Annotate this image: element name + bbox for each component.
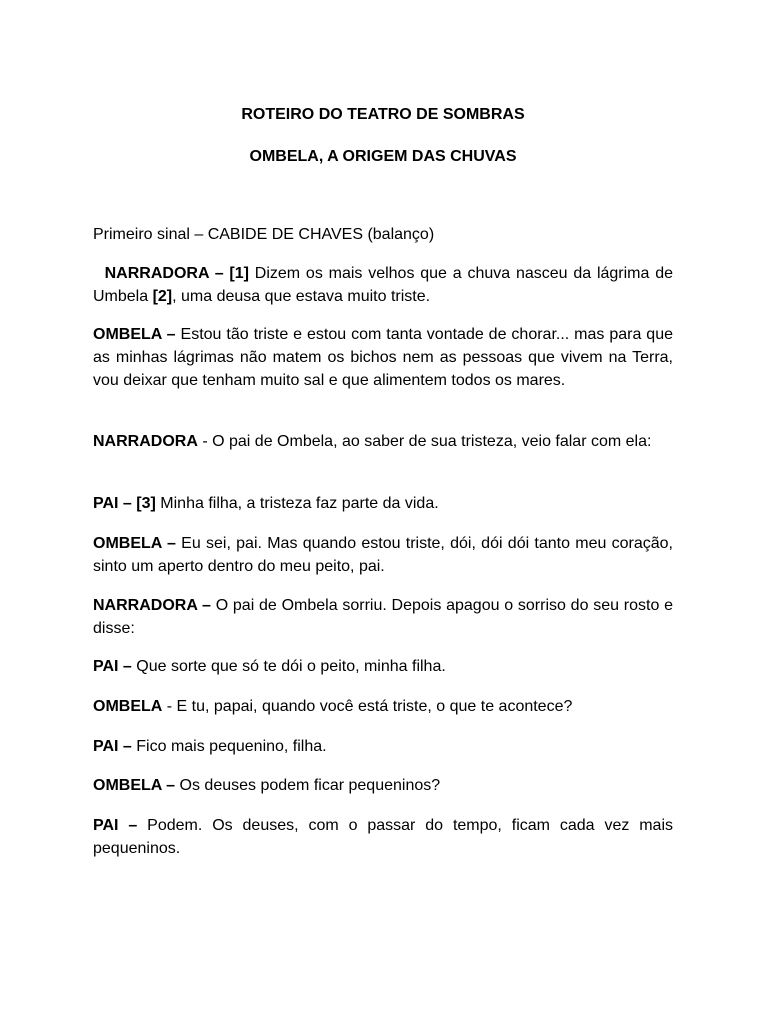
dialogue-paragraph-1 bbox=[93, 262, 673, 308]
speaker-label: OMBELA – bbox=[93, 326, 176, 343]
dialogue-text: - O pai de Ombela, ao saber de sua tristeza, veio falar com ela: bbox=[197, 433, 652, 450]
speaker-label: PAI – bbox=[93, 495, 132, 512]
speaker-label: PAI – bbox=[93, 658, 132, 675]
dialogue-paragraph-5 bbox=[93, 532, 673, 578]
dialogue-text: Que sorte que só te dói o peito, minha filha. bbox=[131, 658, 446, 675]
dialogue-paragraph-3 bbox=[93, 430, 673, 453]
dialogue-paragraph-2 bbox=[93, 323, 673, 392]
dialogue-paragraph-7 bbox=[93, 655, 673, 678]
dialogue-text: O pai de Ombela sorriu. Depois apagou o sorriso do seu rosto e disse: bbox=[93, 597, 673, 637]
dialogue-paragraph-10 bbox=[93, 774, 673, 797]
speaker-label: NARRADORA – bbox=[104, 265, 224, 282]
document-page bbox=[93, 0, 673, 1024]
dialogue-paragraph-4 bbox=[93, 492, 673, 515]
dialogue-text: , uma deusa que estava muito triste. bbox=[172, 288, 431, 305]
dialogue-paragraph-8 bbox=[93, 695, 673, 718]
dialogue-text: Os deuses podem ficar pequeninos? bbox=[175, 777, 441, 794]
dialogue-text: Podem. Os deuses, com o passar do tempo, ficam cada vez mais pequeninos. bbox=[93, 817, 674, 857]
dialogue-paragraph-6 bbox=[93, 594, 673, 640]
footnote-ref: [3] bbox=[136, 495, 156, 512]
speaker-label: OMBELA – bbox=[93, 535, 176, 552]
speaker-label: PAI – bbox=[93, 817, 138, 834]
dialogue-text: Estou tão triste e estou com tanta vontade de chorar... mas para que as minhas lágrimas não matem os bichos nem as pessoas que vivem na Terra, vou deixar que tenham muito sal e que alimentem todos os mares. bbox=[93, 326, 674, 389]
dialogue-text: - E tu, papai, quando você está triste, o que te acontece? bbox=[162, 698, 573, 715]
speaker-label: PAI – bbox=[93, 738, 132, 755]
document-title: ROTEIRO DO TEATRO DE SOMBRAS bbox=[241, 106, 525, 123]
dialogue-text: Fico mais pequenino, filha. bbox=[131, 738, 327, 755]
dialogue-text: Eu sei, pai. Mas quando estou triste, dói, dói dói tanto meu coração, sinto um aperto dentro do meu peito, pai. bbox=[93, 535, 674, 575]
speaker-label: OMBELA bbox=[93, 698, 163, 715]
signal-line: Primeiro sinal – CABIDE DE CHAVES (balanço) bbox=[93, 226, 435, 243]
document-subtitle: OMBELA, A ORIGEM DAS CHUVAS bbox=[249, 148, 517, 165]
speaker-label: OMBELA – bbox=[93, 777, 176, 794]
speaker-label: NARRADORA bbox=[93, 433, 198, 450]
dialogue-text: Minha filha, a tristeza faz parte da vida. bbox=[155, 495, 439, 512]
footnote-ref: [1] bbox=[229, 265, 249, 282]
dialogue-text: Dizem os mais velhos que a chuva nasceu da lágrima de Umbela bbox=[93, 265, 674, 305]
speaker-label: NARRADORA – bbox=[93, 597, 211, 614]
dialogue-paragraph-9 bbox=[93, 735, 673, 758]
footnote-ref: [2] bbox=[152, 288, 173, 305]
dialogue-paragraph-11 bbox=[93, 814, 673, 860]
